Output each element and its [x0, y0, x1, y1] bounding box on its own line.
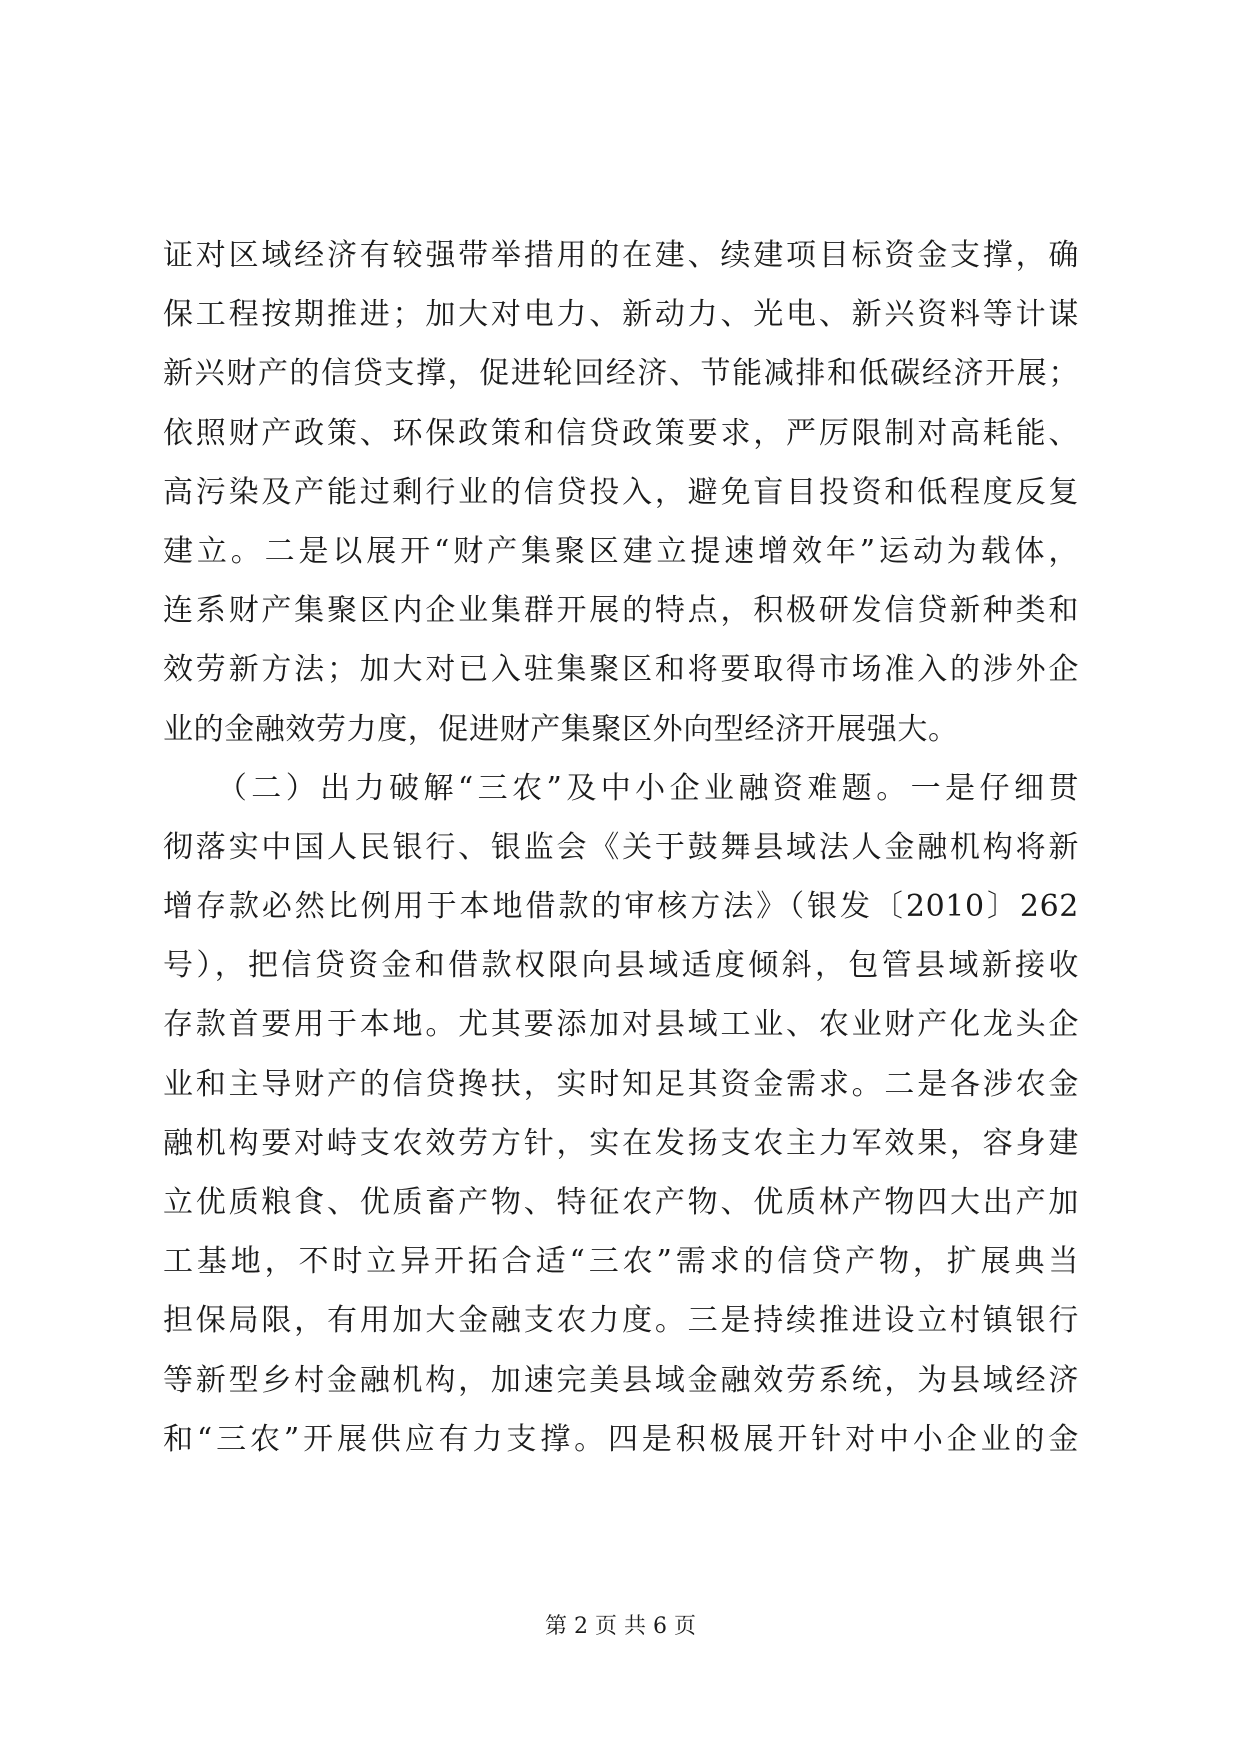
text-line: 担保局限，有用加大金融支农力度。三是持续推进设立村镇银行 [163, 1303, 1079, 1339]
text-line: 新兴财产的信贷支撑，促进轮回经济、节能减排和低碳经济开展； [163, 356, 1079, 392]
text-line: 连系财产集聚区内企业集群开展的特点，积极研发信贷新种类和 [163, 593, 1079, 629]
text-line-paragraph-end: 业的金融效劳力度，促进财产集聚区外向型经济开展强大。 [163, 711, 959, 747]
page-footer [0, 1612, 1241, 1642]
text-line: 保工程按期推进；加大对电力、新动力、光电、新兴资料等计谋 [163, 297, 1079, 333]
text-line-paragraph-start: （二）出力破解“三农”及中小企业融资难题。一是仔细贯 [163, 770, 1079, 806]
text-line: 存款首要用于本地。尤其要添加对县域工业、农业财产化龙头企 [163, 1007, 1079, 1043]
text-line: 号），把信贷资金和借款权限向县域适度倾斜，包管县域新接收 [163, 948, 1079, 984]
text-line: 效劳新方法；加大对已入驻集聚区和将要取得市场准入的涉外企 [163, 652, 1079, 688]
body-text [163, 226, 1079, 1469]
text-line: 依照财产政策、环保政策和信贷政策要求，严厉限制对高耗能、 [163, 415, 1079, 451]
text-line: 高污染及产能过剩行业的信贷投入，避免盲目投资和低程度反复 [163, 474, 1079, 510]
text-line: 工基地，不时立异开拓合适“三农”需求的信贷产物，扩展典当 [163, 1244, 1079, 1280]
text-line: 等新型乡村金融机构，加速完美县域金融效劳系统，为县域经济 [163, 1362, 1079, 1398]
text-line: 彻落实中国人民银行、银监会《关于鼓舞县域法人金融机构将新 [163, 829, 1079, 865]
page-number-label: 第 2 页 共 6 页 [545, 1614, 696, 1639]
text-line: 证对区域经济有较强带举措用的在建、续建项目标资金支撑，确 [163, 238, 1079, 273]
text-line: 和“三农”开展供应有力支撑。四是积极展开针对中小企业的金 [163, 1421, 1079, 1457]
text-line: 建立。二是以展开“财产集聚区建立提速增效年”运动为载体， [163, 533, 1079, 569]
text-line: 立优质粮食、优质畜产物、特征农产物、优质林产物四大出产加 [163, 1185, 1079, 1220]
text-line: 增存款必然比例用于本地借款的审核方法》（银发〔2010〕262 [163, 889, 1079, 925]
text-line: 业和主导财产的信贷搀扶，实时知足其资金需求。二是各涉农金 [163, 1066, 1079, 1102]
text-line: 融机构要对峙支农效劳方针，实在发扬支农主力军效果，容身建 [163, 1125, 1079, 1161]
